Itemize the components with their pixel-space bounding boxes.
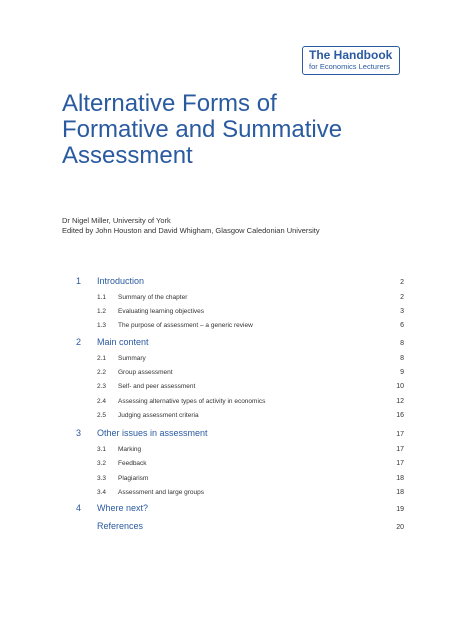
toc-label: Main content: [97, 337, 149, 347]
toc-number: 3.3: [97, 475, 107, 482]
title-line-2: Formative and Summative: [62, 116, 343, 143]
toc-number: 2.2: [97, 369, 107, 376]
toc-label: Assessment and large groups: [118, 489, 204, 496]
toc-page-number: 17: [396, 460, 404, 467]
toc-label: Assessing alternative types of activity in economics: [118, 398, 266, 405]
toc-number: 1.1: [97, 294, 107, 301]
toc-label: Where next?: [97, 503, 149, 513]
toc-page-number: 2: [400, 279, 404, 286]
toc-page-number: 20: [396, 524, 404, 531]
author-line: Dr Nigel Miller, University of York: [62, 216, 171, 225]
editor-line: Edited by John Houston and David Whigham, Glasgow Caledonian University: [62, 226, 320, 235]
toc-label: Group assessment: [118, 369, 173, 376]
toc-label: Summary of the chapter: [118, 294, 188, 301]
toc-label: The purpose of assessment – a generic review: [118, 322, 253, 329]
toc-number: 3.4: [97, 489, 107, 496]
toc-page-number: 9: [400, 369, 404, 376]
toc-number: 2.3: [97, 383, 107, 390]
toc-number: 3: [76, 428, 82, 438]
toc-label: Feedback: [118, 460, 147, 467]
toc-label: Self- and peer assessment: [118, 383, 196, 390]
toc-page-number: 2: [400, 294, 404, 301]
toc-number: 2: [76, 337, 82, 347]
toc-number: 1: [76, 276, 82, 286]
handbook-badge: [302, 46, 400, 75]
toc-page-number: 16: [396, 412, 404, 419]
toc-page-number: 12: [396, 398, 404, 405]
toc-page-number: 17: [396, 446, 404, 453]
toc-page-number: 18: [396, 489, 404, 496]
title-line-1: Alternative Forms of: [62, 90, 277, 117]
toc-label: Evaluating learning objectives: [118, 308, 204, 315]
badge-subtitle: for Economics Lecturers: [309, 62, 390, 71]
toc-label: Marking: [118, 446, 142, 453]
toc-number: 2.4: [97, 398, 107, 405]
toc-number: 3.1: [97, 446, 107, 453]
toc-label: Introduction: [97, 276, 145, 286]
toc-label: Summary: [118, 355, 146, 362]
toc-label: Plagiarism: [118, 475, 149, 482]
badge-title: The Handbook: [309, 48, 393, 62]
toc-label: References: [97, 521, 144, 531]
toc-number: 2.1: [97, 355, 107, 362]
toc-page-number: 10: [396, 383, 404, 390]
page-title: [62, 91, 432, 169]
toc-page-number: 3: [400, 308, 404, 315]
author-block: [62, 216, 320, 236]
toc-label: Judging assessment criteria: [118, 412, 199, 419]
toc-number: 2.5: [97, 412, 107, 419]
toc-page-number: 8: [400, 340, 404, 347]
toc-number: 4: [76, 503, 82, 513]
toc-page-number: 19: [396, 506, 404, 513]
toc-label: Other issues in assessment: [97, 428, 208, 438]
toc-page-number: 17: [396, 431, 404, 438]
toc-page-number: 6: [400, 322, 404, 329]
toc-page-number: 18: [396, 475, 404, 482]
title-line-3: Assessment: [62, 142, 193, 169]
toc-number: 1.3: [97, 322, 107, 329]
toc-page-number: 8: [400, 355, 404, 362]
toc-number: 1.2: [97, 308, 107, 315]
toc-number: 3.2: [97, 460, 107, 467]
